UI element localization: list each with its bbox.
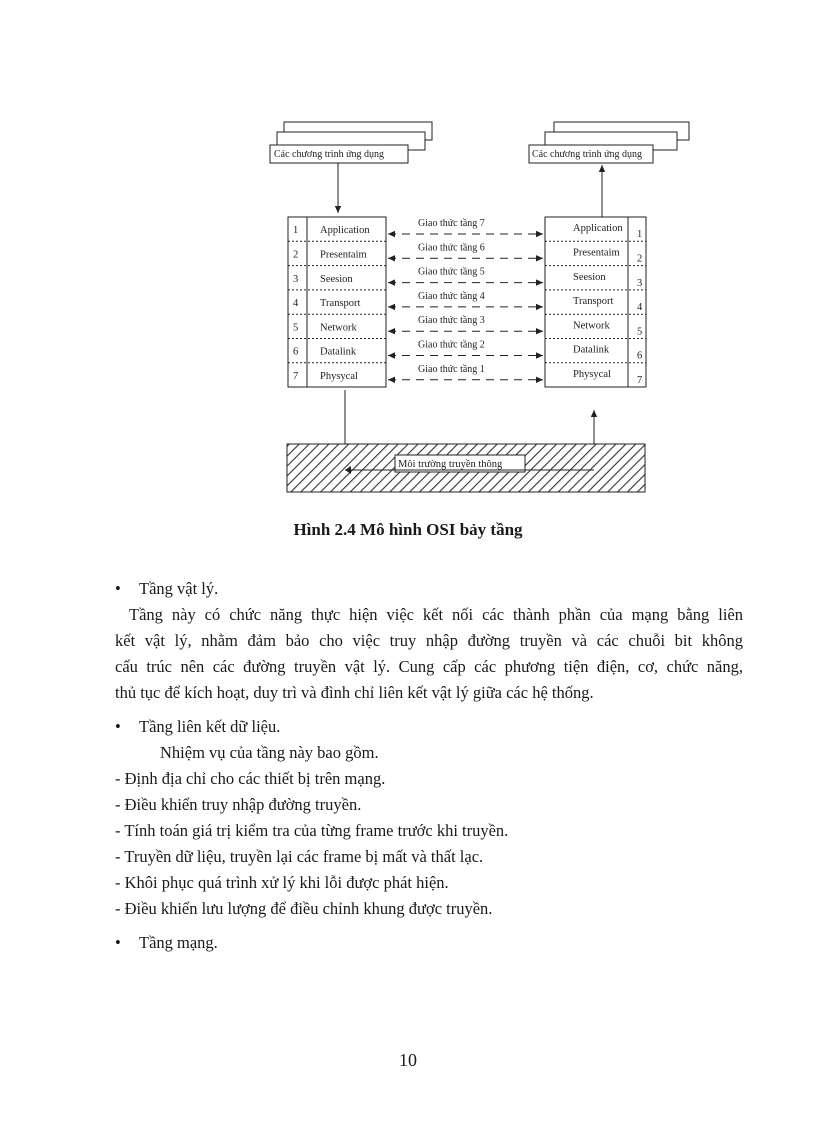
protocol-label: Giao thức tầng 1 (418, 363, 485, 375)
datalink-item: - Điều khiển truy nhập đường truyền. (115, 795, 362, 814)
physical-line-1: Tầng này có chức năng thực hiện việc kết nối các thành phần của mạng bằng liên (129, 605, 743, 624)
layer-number-left: 4 (293, 298, 299, 310)
bullet-physical-text: Tầng vật lý. (139, 579, 219, 598)
right-programs-stack (529, 122, 689, 163)
layer-number-left: 5 (293, 322, 299, 334)
layer-number-right: 3 (637, 277, 643, 289)
protocol-label: Giao thức tầng 6 (418, 242, 485, 254)
layer-number-left: 7 (293, 370, 299, 382)
physical-line-4: thủ tục để kích hoạt, duy trì và đình chỉ liên kết vật lý giữa các hệ thống. (115, 683, 594, 702)
bullet-network-text: Tầng mạng. (139, 933, 218, 952)
layer-name-right: Physycal (573, 368, 611, 380)
layer-number-right: 1 (637, 229, 643, 241)
datalink-item: - Định địa chỉ cho các thiết bị trên mạng. (115, 769, 386, 788)
body-text (115, 576, 743, 956)
layer-name-left: Network (320, 322, 357, 334)
layer-number-left: 6 (293, 346, 299, 358)
right-programs-label: Các chương trình ứng dụng (532, 149, 642, 160)
layer-name-right: Seesion (573, 271, 606, 283)
bullet-datalink-text: Tầng liên kết dữ liệu. (139, 717, 281, 736)
layer-name-right: Network (573, 320, 610, 332)
layer-name-left: Application (320, 225, 370, 237)
bullet-network (115, 930, 743, 956)
layer-name-left: Transport (320, 298, 361, 310)
bullet-dot: • (115, 579, 121, 598)
layer-name-right: Application (573, 223, 623, 235)
layer-number-left: 2 (293, 249, 299, 261)
protocol-label: Giao thức tầng 7 (418, 218, 485, 229)
layer-number-left: 3 (293, 273, 299, 285)
bullet-datalink (115, 714, 743, 740)
medium-label: Môi trường truyền thông (398, 459, 503, 470)
protocol-label: Giao thức tầng 5 (418, 266, 485, 278)
datalink-item: - Điều khiển lưu lượng để điều chỉnh khung được truyền. (115, 899, 493, 918)
bullet-dot: • (115, 717, 121, 736)
layer-name-left: Datalink (320, 346, 357, 358)
layer-number-right: 7 (637, 374, 643, 386)
layer-name-right: Presentaim (573, 247, 620, 259)
layer-name-right: Datalink (573, 344, 610, 356)
protocol-label: Giao thức tầng 3 (418, 315, 485, 327)
protocol-label: Giao thức tầng 4 (418, 290, 485, 302)
datalink-item: - Truyền dữ liệu, truyền lại các frame bị mất và thất lạc. (115, 847, 484, 866)
datalink-intro: Nhiệm vụ của tầng này bao gồm. (160, 743, 379, 762)
page-number: 10 (399, 1050, 417, 1070)
layer-name-left: Seesion (320, 273, 353, 285)
layer-number-right: 5 (637, 326, 643, 338)
physical-line-3: cấu trúc nên các đường truyền vật lý. Cung cấp các phương tiện điện, cơ, chức năng, (115, 657, 743, 676)
left-programs-stack (270, 122, 432, 163)
layer-number-left: 1 (293, 225, 299, 237)
layer-name-left: Presentaim (320, 249, 367, 261)
physical-line-2: kết vật lý, nhằm đảm bảo cho việc truy nhập đường truyền và các chuỗi bit không (115, 631, 743, 650)
datalink-item: - Tính toán giá trị kiểm tra của từng frame trước khi truyền. (115, 821, 509, 840)
osi-diagram (0, 0, 816, 510)
protocol-label: Giao thức tầng 2 (418, 339, 485, 351)
layer-number-right: 2 (637, 253, 643, 265)
left-programs-label: Các chương trình ứng dụng (274, 149, 384, 160)
bullet-dot: • (115, 933, 121, 952)
layer-name-left: Physycal (320, 370, 358, 382)
layer-number-right: 4 (637, 302, 643, 314)
bullet-physical (115, 576, 743, 602)
datalink-item: - Khôi phục quá trình xử lý khi lỗi được phát hiện. (115, 873, 449, 892)
layer-number-right: 6 (637, 350, 643, 362)
layer-name-right: Transport (573, 296, 614, 308)
figure-caption: Hình 2.4 Mô hình OSI bảy tầng (293, 520, 523, 539)
